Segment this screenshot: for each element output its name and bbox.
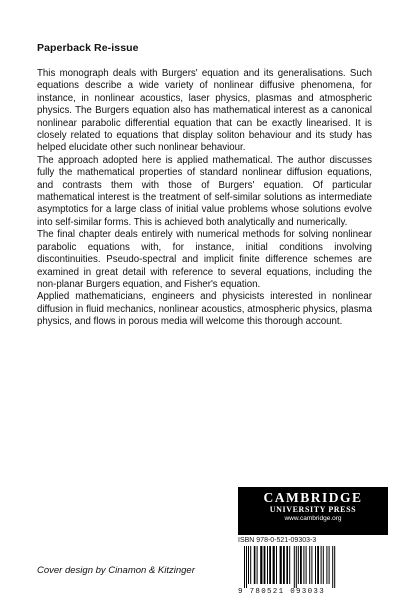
barcode-bar xyxy=(311,546,312,584)
cover-credit: Cover design by Cinamon & Kitzinger xyxy=(37,565,195,576)
blurb-paragraph: Applied mathematicians, engineers and physicists interested in nonlinear diffusion in fluid mechanics, nonlinear acoustics, atmospheric physics, plasma physics, and flows in porous media will welcome this thorough account. xyxy=(37,291,372,328)
barcode-bar xyxy=(321,546,322,584)
barcode-bar xyxy=(286,546,288,584)
isbn-label: ISBN 978-0-521-09303-3 xyxy=(238,537,317,544)
barcode-bar xyxy=(329,546,330,584)
publisher-url: www.cambridge.org xyxy=(284,515,342,522)
barcode-bar xyxy=(294,546,295,588)
barcode-bar xyxy=(289,546,290,584)
barcode-bar xyxy=(309,546,310,584)
barcode-bar xyxy=(260,546,262,584)
barcode-bar xyxy=(332,546,333,588)
barcode-bar xyxy=(257,546,258,584)
publisher-logo xyxy=(238,487,388,535)
blurb-paragraph: The final chapter deals entirely with numerical methods for solving nonlinear parabolic equations with, for instance, initial conditions involving discontinuities. Pseudo-spectral and implicit finite difference schemes are examined in great detail with reference to several equations, including the non-planar Burgers equation, and Fisher's equation. xyxy=(37,229,372,290)
barcode-bar xyxy=(269,546,271,584)
barcode-bar xyxy=(267,546,268,584)
barcode-bar xyxy=(264,546,266,584)
barcode xyxy=(238,546,388,588)
barcode-bar xyxy=(280,546,282,584)
barcode-bar xyxy=(296,546,297,588)
barcode-bar xyxy=(317,546,319,584)
barcode-bar xyxy=(315,546,316,584)
barcode-bar xyxy=(306,546,307,584)
barcode-bar xyxy=(303,546,304,584)
publisher-name: CAMBRIDGE xyxy=(263,490,363,505)
barcode-bar xyxy=(246,546,247,588)
blurb-paragraph: The approach adopted here is applied mathematical. The author discusses fully the mathematical properties of standard nonlinear diffusion equations, and contrasts them with those of Burgers' equation. Of particular mathematical interest is the treatment of self-similar solutions as intermediate asymptotics for a large class of initial value problems whose solutions evolve into self-similar forms. This is achieved both analytically and numerically. xyxy=(37,154,372,228)
blurb-body xyxy=(37,68,372,329)
barcode-bar xyxy=(298,546,299,584)
publisher-subtitle: UNIVERSITY PRESS xyxy=(269,505,357,514)
barcode-digits: 9 780521 093033 xyxy=(238,588,326,596)
barcode-bar xyxy=(334,546,335,588)
barcode-bar xyxy=(248,546,249,584)
barcode-bar xyxy=(276,546,277,584)
barcode-bar xyxy=(244,546,245,588)
barcode-bar xyxy=(273,546,275,584)
page-title: Paperback Re-issue xyxy=(37,42,139,54)
barcode-bar xyxy=(300,546,302,584)
blurb-paragraph: This monograph deals with Burgers' equation and its generalisations. Such equations describe a wide variety of nonlinear diffusive phenomena, for instance, in nonlinear acoustics, laser physics, plasmas and atmospheric physics. The Burgers equation also has mathematical interest as a canonical nonlinear parabolic differential equation that can be exactly linearised. It is closely related to equations that display soliton behaviour and its study has helped elucidate other such nonlinear behaviour. xyxy=(37,68,372,154)
barcode-bar xyxy=(283,546,285,584)
barcode-bar xyxy=(250,546,251,584)
barcode-bar xyxy=(326,546,327,584)
barcode-bar xyxy=(323,546,324,584)
barcode-bar xyxy=(254,546,256,584)
